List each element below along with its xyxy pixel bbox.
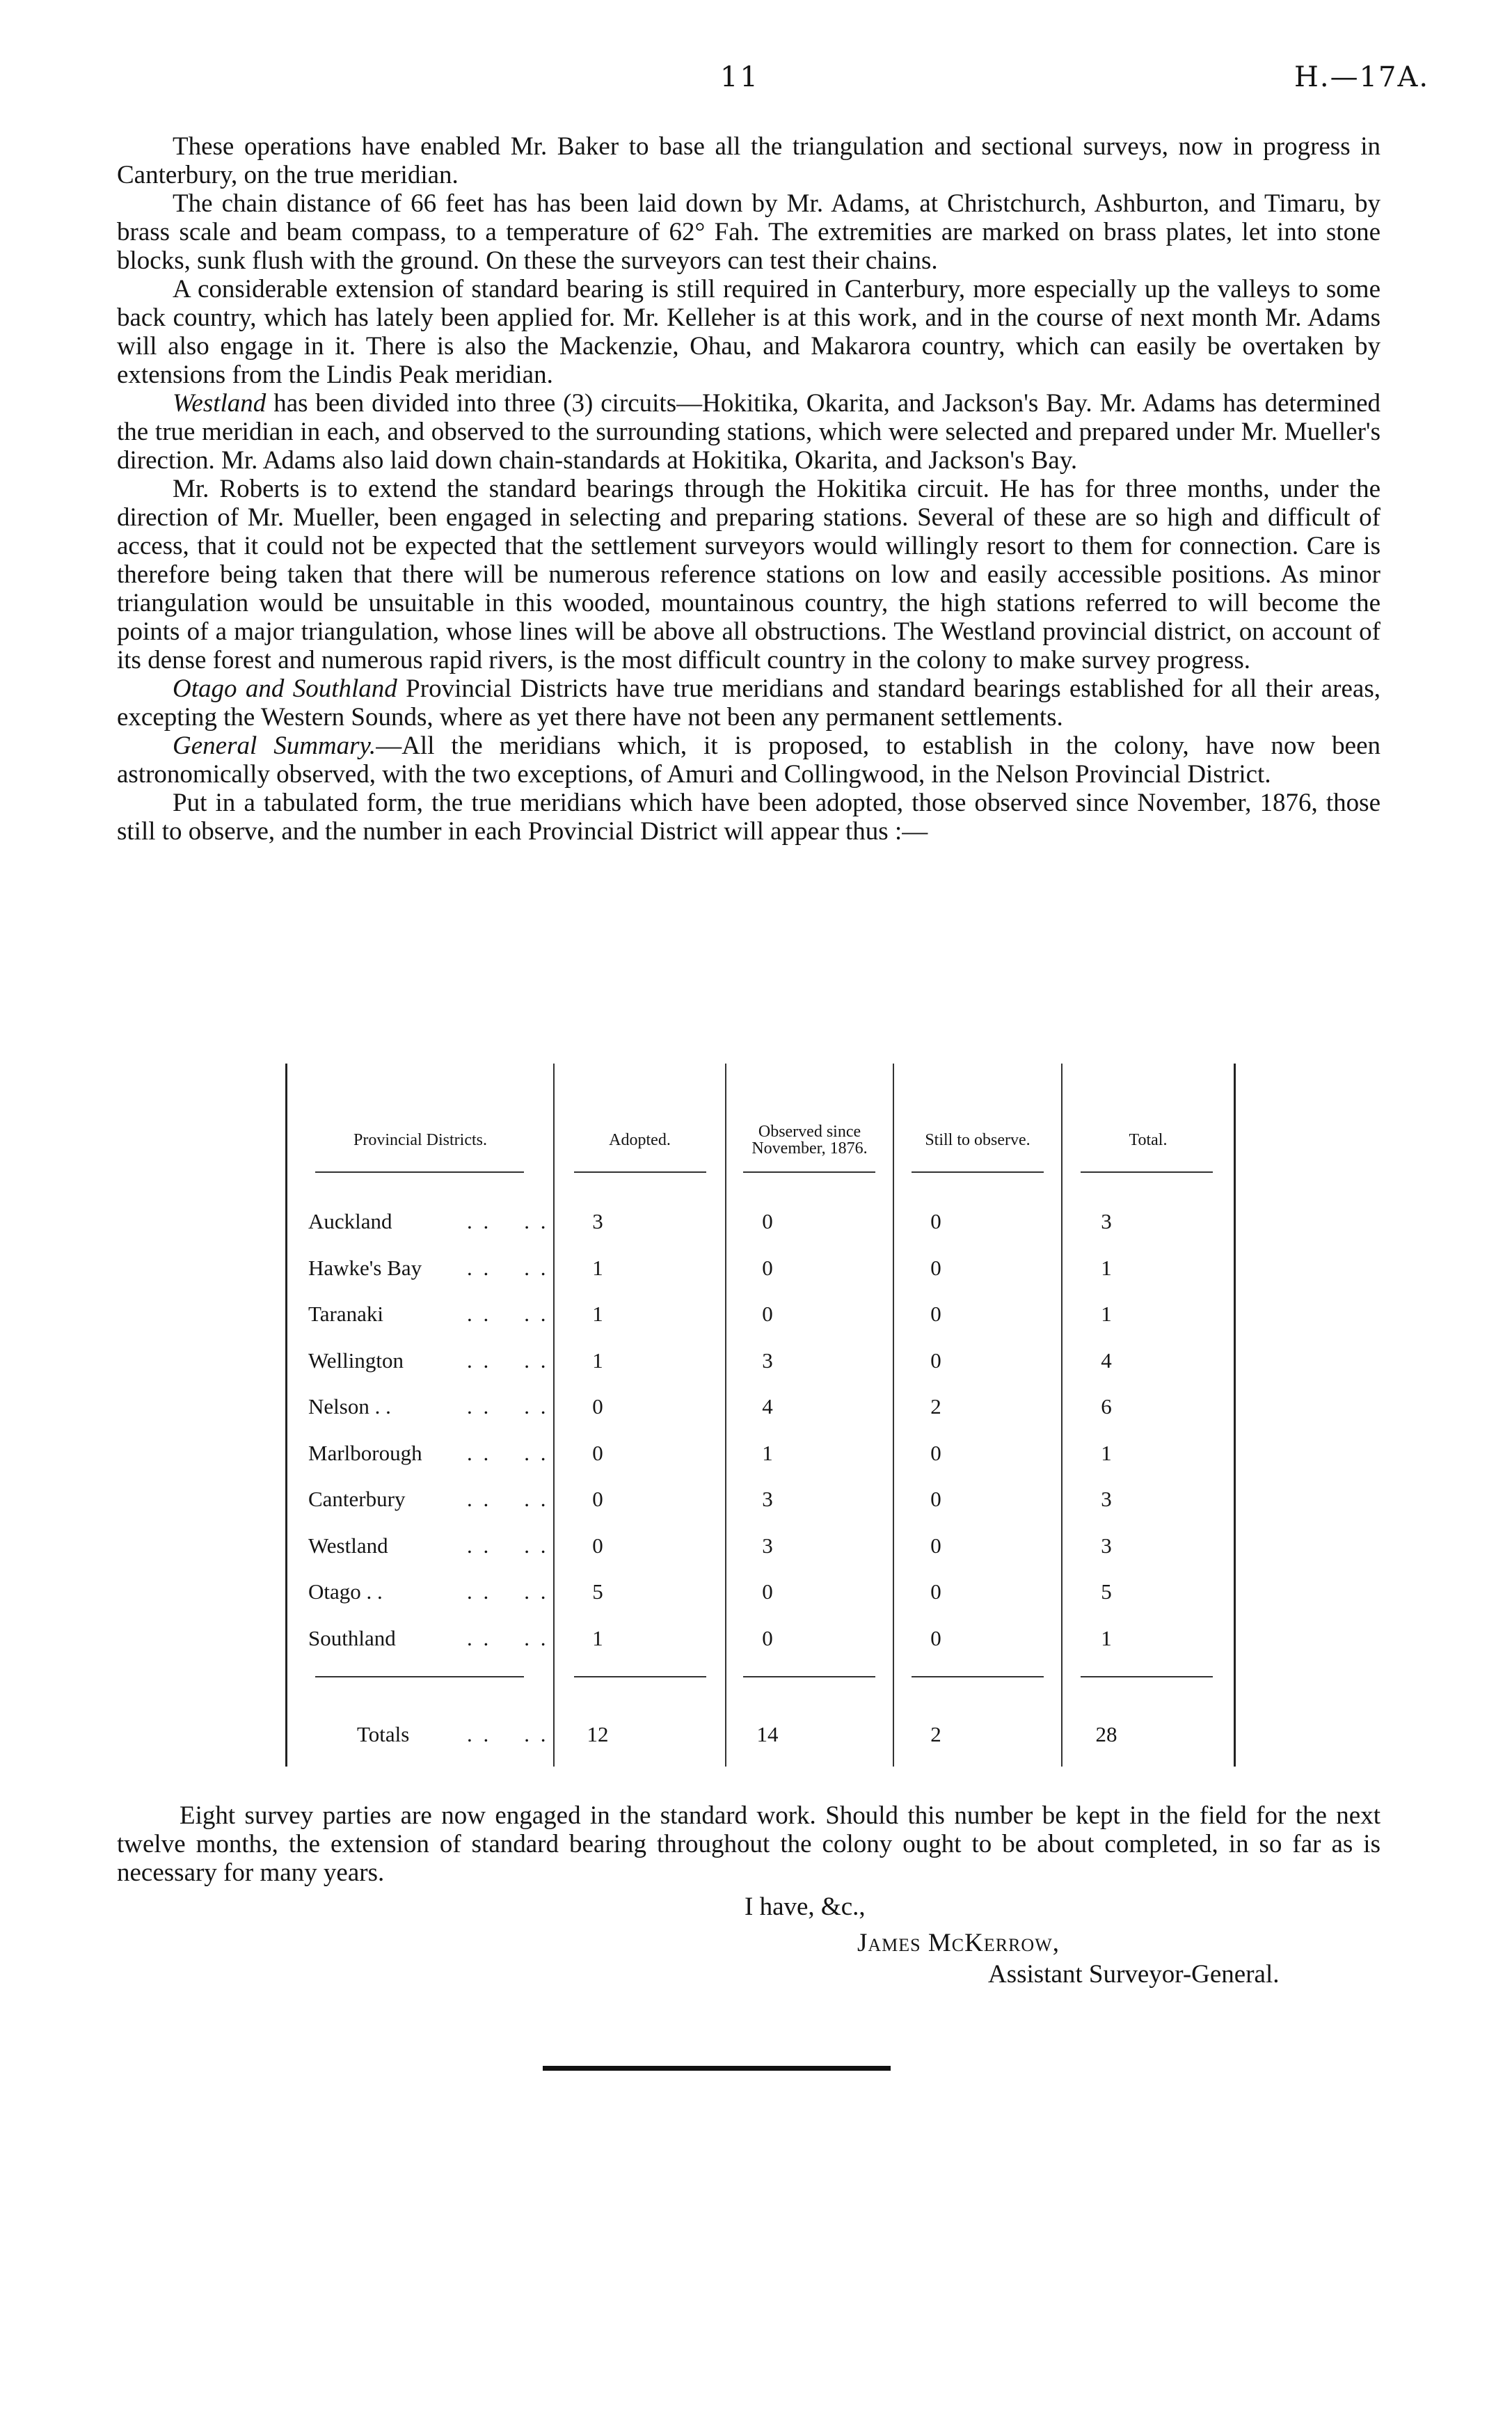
district-name: Southland xyxy=(308,1625,396,1650)
adopted-value: 12 xyxy=(587,1722,609,1746)
district-name: Wellington xyxy=(308,1348,404,1373)
observed-value: 0 xyxy=(762,1302,773,1326)
italic-lead-westland: Westland xyxy=(173,389,266,418)
total-value: 6 xyxy=(1101,1394,1112,1419)
signature-name: James McKerrow, xyxy=(857,1929,1060,1957)
totals-rule xyxy=(315,1676,524,1677)
still-value: 0 xyxy=(930,1625,941,1650)
totals-rule xyxy=(574,1676,706,1677)
observed-value: 3 xyxy=(762,1487,773,1511)
closing-paragraph xyxy=(117,1801,1380,1887)
leader-dots: . . . . xyxy=(467,1533,549,1558)
observed-value: 3 xyxy=(762,1533,773,1558)
still-value: 0 xyxy=(930,1487,941,1511)
table-row xyxy=(287,1477,1234,1523)
district-name: Otago . . xyxy=(308,1579,383,1604)
totals-label: Totals xyxy=(357,1722,410,1746)
leader-dots: . . . . xyxy=(467,1348,549,1373)
paragraph: These operations have enabled Mr. Baker to base all the triangulation and sectional surveys, now in progress in Canterbury, on the true meridian. xyxy=(117,132,1380,189)
italic-lead-general-summary: General Summary. xyxy=(173,732,376,760)
signature-salutation: I have, &c., xyxy=(745,1893,866,1921)
adopted-value: 1 xyxy=(592,1255,603,1280)
paragraph-text: Provincial Districts have true meridians and standard bearings established for all their areas, excepting the Western Sounds, where as yet there have not been any permanent settlements. xyxy=(117,674,1381,732)
leader-dots: . . . . xyxy=(467,1722,549,1746)
paragraph xyxy=(117,674,1380,732)
total-value: 5 xyxy=(1101,1579,1112,1604)
leader-dots: . . . . xyxy=(467,1209,549,1233)
still-value: 0 xyxy=(930,1348,941,1373)
adopted-value: 0 xyxy=(592,1487,603,1511)
end-rule xyxy=(543,2066,891,2071)
table-row xyxy=(287,1431,1234,1477)
total-value: 1 xyxy=(1101,1440,1112,1465)
still-value: 0 xyxy=(930,1255,941,1280)
still-value: 0 xyxy=(930,1440,941,1465)
total-value: 3 xyxy=(1101,1209,1112,1233)
total-value: 3 xyxy=(1101,1533,1112,1558)
body-text xyxy=(117,132,1380,846)
district-name: Hawke's Bay xyxy=(308,1255,422,1280)
table-row xyxy=(287,1524,1234,1570)
adopted-value: 5 xyxy=(592,1579,603,1604)
still-value: 2 xyxy=(930,1394,941,1419)
total-value: 1 xyxy=(1101,1625,1112,1650)
observed-value: 4 xyxy=(762,1394,773,1419)
table-row xyxy=(287,1292,1234,1338)
observed-value: 1 xyxy=(762,1440,773,1465)
total-value: 1 xyxy=(1101,1255,1112,1280)
table-row xyxy=(287,1246,1234,1292)
adopted-value: 0 xyxy=(592,1440,603,1465)
total-value: 4 xyxy=(1101,1348,1112,1373)
paragraph: A considerable extension of standard bearing is still required in Canterbury, more especially up the valleys to some back country, which has lately been applied for. Mr. Kelleher is at this work, and in the course of next month Mr. Adams will also engage in it. There is also the Mackenzie, Ohau, and Makarora country, which can easily be overtaken by extensions from the Lindis Peak meridian. xyxy=(117,275,1380,389)
leader-dots: . . . . xyxy=(467,1487,549,1511)
district-name: Auckland xyxy=(308,1209,392,1233)
paragraph xyxy=(117,389,1380,475)
document-reference: H.—17A. xyxy=(1294,61,1430,93)
totals-rule xyxy=(743,1676,875,1677)
district-name: Taranaki xyxy=(308,1302,383,1326)
total-value: 1 xyxy=(1101,1302,1112,1326)
district-name: Westland xyxy=(308,1533,388,1558)
still-value: 0 xyxy=(930,1533,941,1558)
still-value: 0 xyxy=(930,1579,941,1604)
header-provincial-districts: Provincial Districts. xyxy=(353,1131,487,1149)
observed-value: 0 xyxy=(762,1209,773,1233)
leader-dots: . . . . xyxy=(467,1579,549,1604)
paragraph: The chain distance of 66 feet has has been laid down by Mr. Adams, at Christchurch, Ashburton, and Timaru, by brass scale and beam compass, to a temperature of 62° Fah. The extremities are marked on brass plates, let into stone blocks, sunk flush with the ground. On these the surveyors can test their chains. xyxy=(117,189,1380,275)
adopted-value: 0 xyxy=(592,1394,603,1419)
table-row xyxy=(287,1338,1234,1384)
totals-rule xyxy=(912,1676,1044,1677)
observed-value: 14 xyxy=(756,1722,779,1746)
table-row xyxy=(287,1570,1234,1616)
header-observed-since: Observed since November, 1876. xyxy=(751,1123,868,1158)
observed-value: 0 xyxy=(762,1579,773,1604)
leader-dots: . . . . xyxy=(467,1394,549,1419)
district-name: Marlborough xyxy=(308,1440,422,1465)
total-value: 28 xyxy=(1095,1722,1117,1746)
totals-rule xyxy=(1081,1676,1213,1677)
still-value: 0 xyxy=(930,1302,941,1326)
total-value: 3 xyxy=(1101,1487,1112,1511)
header-still-to-observe: Still to observe. xyxy=(925,1131,1030,1149)
meridians-table xyxy=(285,1064,1236,1767)
still-value: 0 xyxy=(930,1209,941,1233)
adopted-value: 1 xyxy=(592,1625,603,1650)
signature-title: Assistant Surveyor-General. xyxy=(988,1960,1280,1989)
leader-dots: . . . . xyxy=(467,1255,549,1280)
table-row xyxy=(287,1384,1234,1430)
table-row xyxy=(287,1199,1234,1245)
header-total: Total. xyxy=(1129,1131,1168,1149)
totals-row xyxy=(287,1712,1234,1758)
adopted-value: 1 xyxy=(592,1302,603,1326)
paragraph xyxy=(117,732,1380,789)
header-adopted: Adopted. xyxy=(609,1131,671,1149)
paragraph: Mr. Roberts is to extend the standard bearings through the Hokitika circuit. He has for three months, under the direction of Mr. Mueller, been engaged in selecting and preparing stations. Several of these are so high and difficult of access, that it could not be expected that the settlement surveyors would willingly resort to them for connection. Care is therefore being taken that there will be numerous reference stations on low and easily accessible positions. As minor triangulation would be unsuitable in this wooded, mountainous country, the high stations referred to will become the points of a major triangulation, whose lines will be above all obstructions. The Westland provincial district, on account of its dense forest and numerous rapid rivers, is the most difficult country in the colony to make survey progress. xyxy=(117,475,1380,674)
adopted-value: 1 xyxy=(592,1348,603,1373)
leader-dots: . . . . xyxy=(467,1625,549,1650)
observed-value: 3 xyxy=(762,1348,773,1373)
adopted-value: 0 xyxy=(592,1533,603,1558)
italic-lead-otago-southland: Otago and Southland xyxy=(173,674,397,703)
still-value: 2 xyxy=(930,1722,941,1746)
paragraph-text: —All the meridians which, it is proposed, to establish in the colony, have now been astronomically observed, with the two exceptions, of Amuri and Collingwood, in the Nelson Provincial District. xyxy=(117,732,1380,789)
adopted-value: 3 xyxy=(592,1209,603,1233)
leader-dots: . . . . xyxy=(467,1302,549,1326)
district-name: Nelson . . xyxy=(308,1394,391,1419)
paragraph-text: has been divided into three (3) circuits—Hokitika, Okarita, and Jackson's Bay. Mr. Adams has determined the true meridian in each, and observed to the surrounding stations, which were selected and prepared under Mr. Mueller's direction. Mr. Adams also laid down chain-standards at Hokitika, Okarita, and Jackson's Bay. xyxy=(117,389,1380,475)
paragraph: Put in a tabulated form, the true meridians which have been adopted, those observed since November, 1876, those still to observe, and the number in each Provincial District will appear thus :— xyxy=(117,789,1380,846)
leader-dots: . . . . xyxy=(467,1440,549,1465)
observed-value: 0 xyxy=(762,1625,773,1650)
observed-value: 0 xyxy=(762,1255,773,1280)
table-row xyxy=(287,1616,1234,1662)
page-number: 11 xyxy=(720,61,760,93)
paragraph: Eight survey parties are now engaged in the standard work. Should this number be kept in the field for the next twelve months, the extension of standard bearing throughout the colony ought to be about completed, in so far as is necessary for many years. xyxy=(117,1801,1380,1887)
district-name: Canterbury xyxy=(308,1487,406,1511)
